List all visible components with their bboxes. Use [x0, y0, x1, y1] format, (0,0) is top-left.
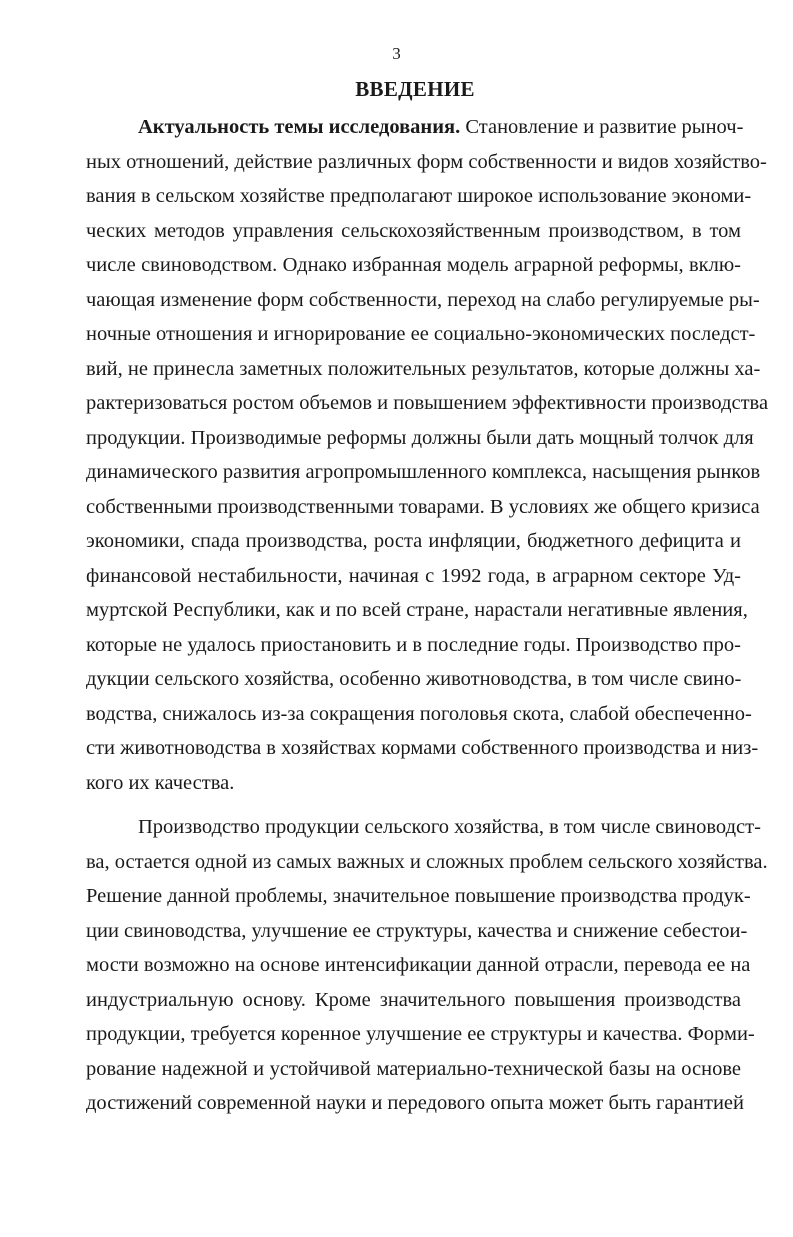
- paragraph-line: сти животноводства в хозяйствах кормами собственного производства и низ-: [86, 737, 759, 759]
- lead-phrase: Актуальность темы исследования.: [138, 116, 461, 138]
- paragraph-line: числе свиноводством. Однако избранная модель аграрной реформы, вклю-: [86, 254, 741, 276]
- paragraph-line: которые не удалось приостановить и в последние годы. Производство про-: [86, 633, 741, 656]
- paragraph-line: муртской Республики, как и по всей стране, нарастали негативные явления,: [86, 599, 748, 621]
- paragraph-line: индустриальную основу. Кроме значительного повышения производства: [86, 988, 741, 1011]
- section-heading: ВВЕДЕНИЕ: [355, 77, 475, 101]
- paragraph-line: рование надежной и устойчивой материально-технической базы на основе: [86, 1057, 741, 1080]
- paragraph-line: Производство продукции сельского хозяйства, в том числе свиноводст-: [138, 816, 761, 838]
- paragraph-line: вий, не принесла заметных положительных результатов, которые должны ха-: [86, 357, 761, 380]
- paragraph-line: дукции сельского хозяйства, особенно животноводства, в том числе свино-: [86, 668, 742, 690]
- paragraph-line: продукции, требуется коренное улучшение ее структуры и качества. Форми-: [86, 1023, 755, 1045]
- paragraph-line: достижений современной науки и передового опыта может быть гарантией: [86, 1092, 744, 1114]
- paragraph-line: собственными производственными товарами. В условиях же общего кризиса: [86, 495, 760, 518]
- paragraph-line: чающая изменение форм собственности, переход на слабо регулируемые ры-: [86, 288, 760, 311]
- paragraph-line: ных отношений, действие различных форм собственности и видов хозяйство-: [86, 150, 767, 173]
- paragraph-line: ческих методов управления сельскохозяйственным производством, в том: [86, 219, 741, 242]
- paragraph-line: рактеризоваться ростом объемов и повышением эффективности производства: [86, 392, 769, 414]
- paragraph-line: Решение данной проблемы, значительное повышение производства продук-: [86, 885, 751, 907]
- paragraph-line: мости возможно на основе интенсификации данной отрасли, перевода ее на: [86, 954, 751, 976]
- paragraph-line: ции свиноводства, улучшение ее структуры, качества и снижение себестои-: [86, 919, 748, 942]
- paragraph-production: [86, 810, 768, 1121]
- paragraph-line: вания в сельском хозяйстве предполагают широкое использование экономи-: [86, 185, 752, 207]
- paragraph-line: финансовой нестабильности, начиная с 1992 года, в аграрном секторе Уд-: [86, 564, 741, 587]
- paragraph-line: ночные отношения и игнорирование ее социально-экономических последст-: [86, 323, 756, 345]
- paragraph-line: [86, 110, 744, 145]
- lead-rest: Становление и развитие рыноч-: [460, 116, 744, 138]
- page-number: 3: [392, 44, 401, 63]
- paragraph-line: кого их качества.: [86, 771, 235, 794]
- paragraph-line: динамического развития агропромышленного комплекса, насыщения рынков: [86, 461, 761, 483]
- paragraph-line: продукции. Производимые реформы должны были дать мощный толчок для: [86, 426, 754, 449]
- paragraph-relevance: [86, 110, 769, 800]
- body-text: [86, 110, 769, 1121]
- paragraph-gap: [86, 800, 741, 810]
- paragraph-line: экономики, спада производства, роста инфляции, бюджетного дефицита и: [86, 530, 741, 552]
- paragraph-line: водства, снижалось из-за сокращения поголовья скота, слабой обеспеченно-: [86, 702, 752, 725]
- paragraph-line: ва, остается одной из самых важных и сложных проблем сельского хозяйства.: [86, 850, 768, 873]
